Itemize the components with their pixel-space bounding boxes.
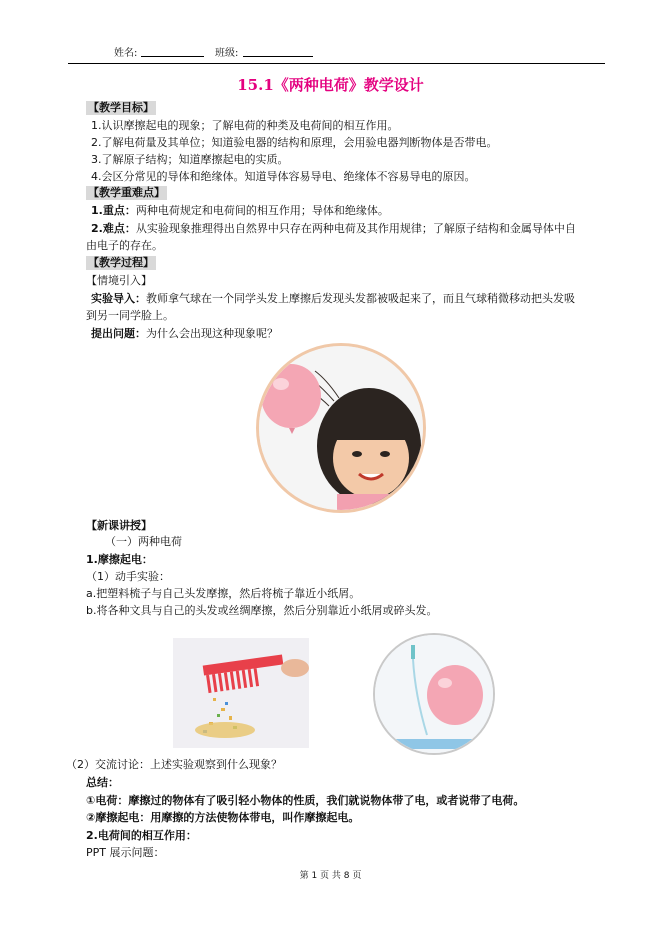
question-label: 提出问题： — [91, 327, 146, 340]
ppt-prompt: PPT 展示问题： — [86, 846, 165, 859]
part-one-heading: （一）两种电荷 — [105, 535, 182, 548]
section-key-points: 【教学重难点】 — [88, 186, 165, 199]
girl-balloon-photo — [256, 343, 426, 513]
goal-item: 3.了解原子结构；知道摩擦起电的实质。 — [91, 153, 289, 166]
friction-def-text: 用摩擦的方法使物体带电，叫作摩擦起电。 — [150, 811, 360, 824]
header-rule — [68, 63, 605, 64]
page-footer: 第 1 页 共 8 页 — [299, 871, 362, 881]
experiment-text: 教师拿气球在一个同学头发上摩擦后发现头发都被吸起来了，而且气球稍微移动把头发吸 — [146, 292, 575, 305]
name-label: 姓名: — [114, 48, 138, 59]
goal-item: 1.认识摩擦起电的现象；了解电荷的种类及电荷间的相互作用。 — [91, 119, 399, 132]
question — [91, 327, 278, 341]
discussion: （2）交流讨论：上述实验观察到什么现象？ — [66, 758, 282, 771]
summary-label: 总结： — [86, 776, 119, 789]
balloon-water-illustration — [375, 635, 493, 753]
experiment-intro — [91, 292, 575, 306]
focus-label: 1.重点： — [91, 204, 136, 217]
difficulty-text-cont: 由电子的存在。 — [86, 239, 163, 252]
class-blank — [243, 56, 313, 57]
step-a: a.把塑料梳子与自己头发摩擦，然后将梳子靠近小纸屑。 — [86, 587, 361, 600]
key-difficulty — [91, 222, 576, 236]
interaction-heading: 2.电荷间的相互作用： — [86, 829, 197, 842]
experiment-label: 实验导入： — [91, 292, 146, 305]
comb-paper-photo — [173, 638, 309, 748]
section-new-lesson: 【新课讲授】 — [86, 519, 152, 532]
goal-item: 2.了解电荷量及其单位；知道验电器的结构和原理，会用验电器判断物体是否带电。 — [91, 136, 498, 149]
girl-balloon-illustration — [259, 346, 423, 510]
balloon-water-photo — [373, 633, 495, 755]
hands-on-heading: （1）动手实验： — [86, 570, 170, 583]
experiment-text-cont: 到另一同学脸上。 — [86, 309, 174, 322]
charge-label: ①电荷： — [86, 794, 129, 807]
goal-item: 4.会区分常见的导体和绝缘体。知道导体容易导电、绝缘体不容易导电的原因。 — [91, 170, 476, 183]
page-title: 15.1《两种电荷》教学设计 — [237, 76, 424, 94]
comb-illustration — [173, 638, 309, 748]
key-focus — [91, 204, 389, 218]
friction-def-label: ②摩擦起电： — [86, 811, 151, 824]
friction-definition — [86, 811, 359, 825]
step-b: b.将各种文具与自己的头发或丝绸摩擦，然后分别靠近小纸屑或碎头发。 — [86, 604, 438, 617]
difficulty-text: 从实验现象推理得出自然界中只存在两种电荷及其作用规律；了解原子结构和金属导体中自 — [135, 222, 576, 235]
difficulty-label: 2.难点： — [91, 222, 136, 235]
question-text: 为什么会出现这种现象呢？ — [146, 327, 278, 340]
section-goals: 【教学目标】 — [88, 101, 154, 114]
friction-heading: 1.摩擦起电： — [86, 553, 153, 566]
class-label: 班级: — [215, 48, 239, 59]
charge-text: 摩擦过的物体有了吸引轻小物体的性质，我们就说物体带了电，或者说带了电荷。 — [128, 794, 525, 807]
focus-text: 两种电荷规定和电荷间的相互作用；导体和绝缘体。 — [135, 204, 389, 217]
charge-definition — [86, 794, 524, 808]
section-process: 【教学过程】 — [88, 256, 154, 269]
name-blank — [141, 56, 204, 57]
section-scenario: 【情境引入】 — [86, 274, 152, 287]
